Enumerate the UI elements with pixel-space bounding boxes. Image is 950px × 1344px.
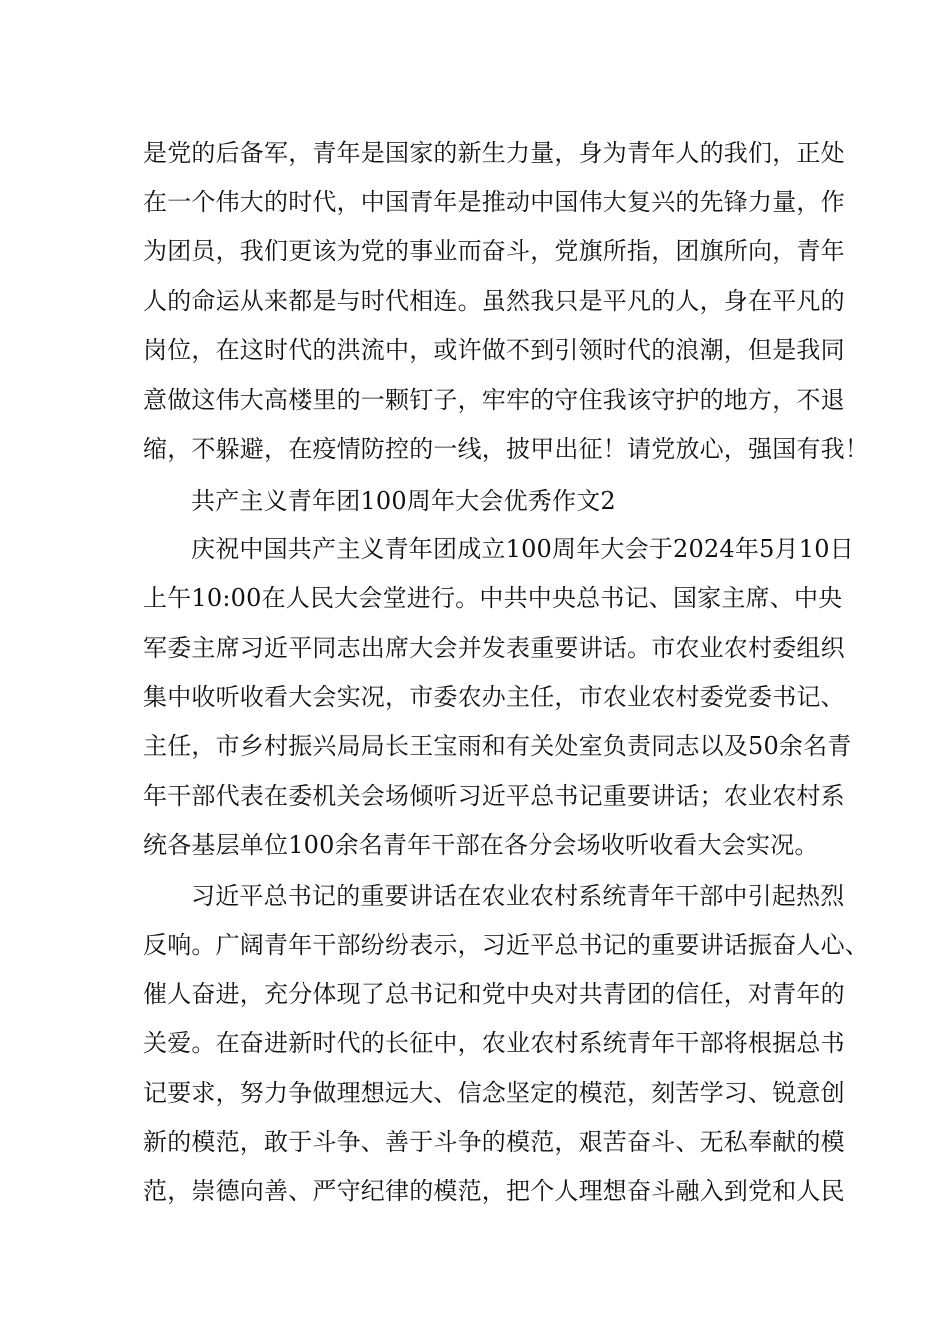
text-line-20: 记要求，努力争做理想远大、信念坚定的模范，刻苦学习、锐意创 [143, 1079, 845, 1107]
text-line-17: 反响。广阔青年干部纷纷表示，习近平总书记的重要讲话振奋人心、 [143, 931, 869, 959]
text-line-10: 上午10:00在人民大会堂进行。中共中央总书记、国家主席、中央 [143, 584, 843, 612]
text-line-9: 庆祝中国共产主义青年团成立100周年大会于2024年5月10日 [191, 535, 854, 563]
section-heading: 共产主义青年团100周年大会优秀作文2 [191, 487, 616, 515]
text-line-5: 岗位，在这时代的洪流中，或许做不到引领时代的浪潮，但是我同 [143, 336, 845, 364]
text-line-1: 是党的后备军，青年是国家的新生力量，身为青年人的我们，正处 [143, 139, 845, 167]
text-line-19: 关爱。在奋进新时代的长征中，农业农村系统青年干部将根据总书 [143, 1029, 845, 1057]
text-line-21: 新的模范，敢于斗争、善于斗争的模范，艰苦奋斗、无私奉献的模 [143, 1128, 845, 1156]
text-line-11: 军委主席习近平同志出席大会并发表重要讲话。市农业农村委组织 [143, 634, 845, 662]
text-line-6: 意做这伟大高楼里的一颗钉子，牢牢的守住我该守护的地方，不退 [143, 386, 845, 414]
text-line-3: 为团员，我们更该为党的事业而奋斗，党旗所指，团旗所向，青年 [143, 237, 845, 265]
text-line-12: 集中收听收看大会实况，市委农办主任，市农业农村委党委书记、 [143, 683, 845, 711]
text-line-2: 在一个伟大的时代，中国青年是推动中国伟大复兴的先锋力量，作 [143, 188, 845, 216]
text-line-14: 年干部代表在委机关会场倾听习近平总书记重要讲话；农业农村系 [143, 782, 845, 810]
text-line-13: 主任，市乡村振兴局局长王宝雨和有关处室负责同志以及50余名青 [143, 732, 852, 760]
text-line-22: 范，崇德向善、严守纪律的模范，把个人理想奋斗融入到党和人民 [143, 1177, 845, 1205]
text-line-18: 催人奋进，充分体现了总书记和党中央对共青团的信任，对青年的 [143, 980, 845, 1008]
text-line-16: 习近平总书记的重要讲话在农业农村系统青年干部中引起热烈 [191, 882, 845, 910]
text-line-4: 人的命运从来都是与时代相连。虽然我只是平凡的人，身在平凡的 [143, 287, 845, 315]
text-line-15: 统各基层单位100余名青年干部在各分会场收听收看大会实况。 [143, 831, 819, 859]
text-line-7: 缩，不躲避，在疫情防控的一线，披甲出征！请党放心，强国有我！ [143, 435, 869, 463]
